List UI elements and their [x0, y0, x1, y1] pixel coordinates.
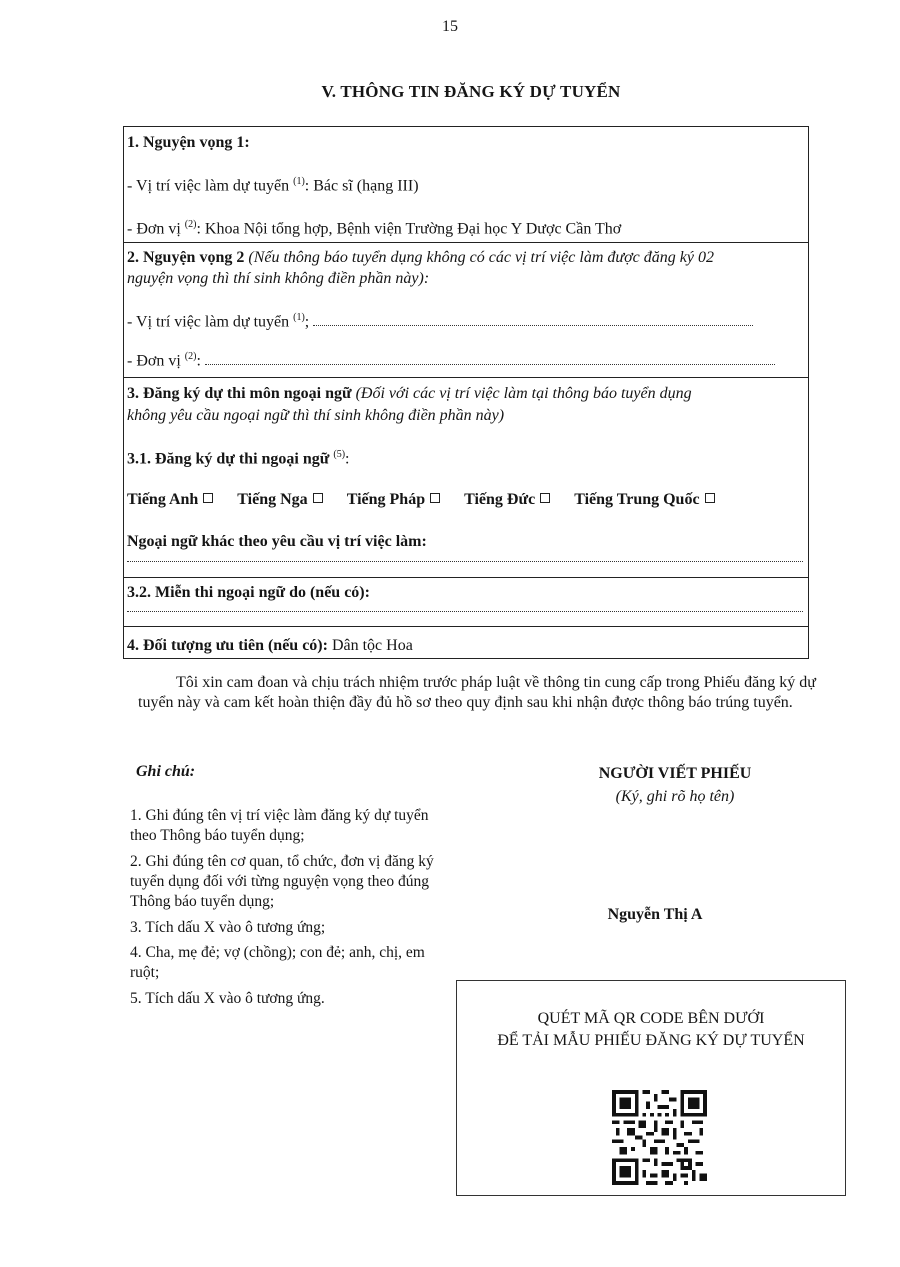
lang-english[interactable]: Tiếng Anh — [127, 491, 213, 509]
foreign-language-note: không yêu cầu ngoại ngữ thì thí sinh không điền phần này) — [127, 407, 505, 424]
priority-row: 4. Đối tượng ưu tiên (nếu có): Dân tộc Hoa — [127, 637, 413, 654]
checkbox-icon[interactable] — [540, 493, 550, 503]
checkbox-icon[interactable] — [313, 493, 323, 503]
aspiration1-unit: - Đơn vị $^{(2)}$: Khoa Nội tổng hợp, Bệnh viện Trường Đại học Y Dược Cần Thơ — [127, 219, 622, 238]
note-item: 4. Cha, mẹ đẻ; vợ (chồng); con đẻ; anh, chị, em ruột; — [130, 944, 425, 981]
lang-chinese[interactable]: Tiếng Trung Quốc — [574, 491, 714, 509]
checkbox-icon[interactable] — [705, 493, 715, 503]
page-number: 15 — [442, 18, 458, 35]
foreign-language-subheading: 3.1. Đăng ký dự thi ngoại ngữ $^{(5)}$: — [127, 449, 350, 468]
lang-german[interactable]: Tiếng Đức — [464, 491, 550, 509]
position-fill-line[interactable] — [313, 313, 753, 326]
qr-download-box — [456, 980, 846, 1196]
other-language-fill-line[interactable] — [127, 561, 803, 562]
commitment-text: Tôi xin cam đoan và chịu trách nhiệm trước pháp luật về thông tin cung cấp trong Phiếu đăng ký dự tuyển này và cam kết hoàn thiện đầy đủ hồ sơ theo quy định sau khi nhận được thông báo trúng tuyển. — [138, 674, 816, 711]
aspiration1-heading: 1. Nguyện vọng 1: — [127, 134, 250, 151]
note-item: 2. Ghi đúng tên cơ quan, tổ chức, đơn vị đăng ký tuyển dụng đối với từng nguyện vọng theo đúng Thông báo tuyển dụng; — [130, 853, 434, 910]
section-divider — [123, 626, 809, 627]
notes-title: Ghi chú: — [136, 763, 196, 780]
qr-code-icon[interactable] — [612, 1090, 707, 1185]
exemption-fill-line[interactable] — [127, 611, 803, 612]
signer-title: NGƯỜI VIẾT PHIẾU — [598, 765, 752, 782]
lang-russian[interactable]: Tiếng Nga — [237, 491, 322, 509]
aspiration2-note: nguyện vọng thì thí sinh không điền phần này): — [127, 270, 430, 287]
lang-french[interactable]: Tiếng Pháp — [347, 491, 440, 509]
section-title: V. THÔNG TIN ĐĂNG KÝ DỰ TUYỂN — [321, 82, 621, 101]
aspiration2-position: - Vị trí việc làm dự tuyển $^{(1)}$; — [127, 312, 753, 331]
signer-subtitle: (Ký, ghi rõ họ tên) — [615, 788, 735, 805]
unit-fill-line[interactable] — [205, 352, 775, 365]
aspiration2-heading: 2. Nguyện vọng 2 (Nếu thông báo tuyển dụng không có các vị trí việc làm được đăng ký 02 — [127, 249, 714, 266]
section-divider — [123, 577, 809, 578]
other-language-label: Ngoại ngữ khác theo yêu cầu vị trí việc làm: — [127, 533, 427, 550]
qr-instruction-line2: ĐỂ TẢI MẪU PHIẾU ĐĂNG KÝ DỰ TUYỂN — [497, 1032, 805, 1049]
language-options — [127, 491, 739, 509]
note-item: 1. Ghi đúng tên vị trí việc làm đăng ký dự tuyển theo Thông báo tuyển dụng; — [130, 807, 429, 844]
note-item: 5. Tích dấu X vào ô tương ứng. — [130, 990, 325, 1007]
aspiration1-position: - Vị trí việc làm dự tuyển $^{(1)}$: Bác sĩ (hạng III) — [127, 176, 419, 195]
note-item: 3. Tích dấu X vào ô tương ứng; — [130, 919, 326, 936]
exemption-label: 3.2. Miễn thi ngoại ngữ do (nếu có): — [127, 584, 370, 601]
aspiration2-unit: - Đơn vị $^{(2)}$: — [127, 351, 775, 370]
checkbox-icon[interactable] — [430, 493, 440, 503]
section-divider — [123, 242, 809, 243]
foreign-language-heading: 3. Đăng ký dự thi môn ngoại ngữ (Đối với các vị trí việc làm tại thông báo tuyển dụng — [127, 385, 692, 402]
signer-name: Nguyễn Thị A — [607, 906, 703, 923]
checkbox-icon[interactable] — [203, 493, 213, 503]
section-divider — [123, 377, 809, 378]
registration-form — [123, 126, 809, 659]
qr-instruction-line1: QUÉT MÃ QR CODE BÊN DƯỚI — [537, 1010, 765, 1027]
